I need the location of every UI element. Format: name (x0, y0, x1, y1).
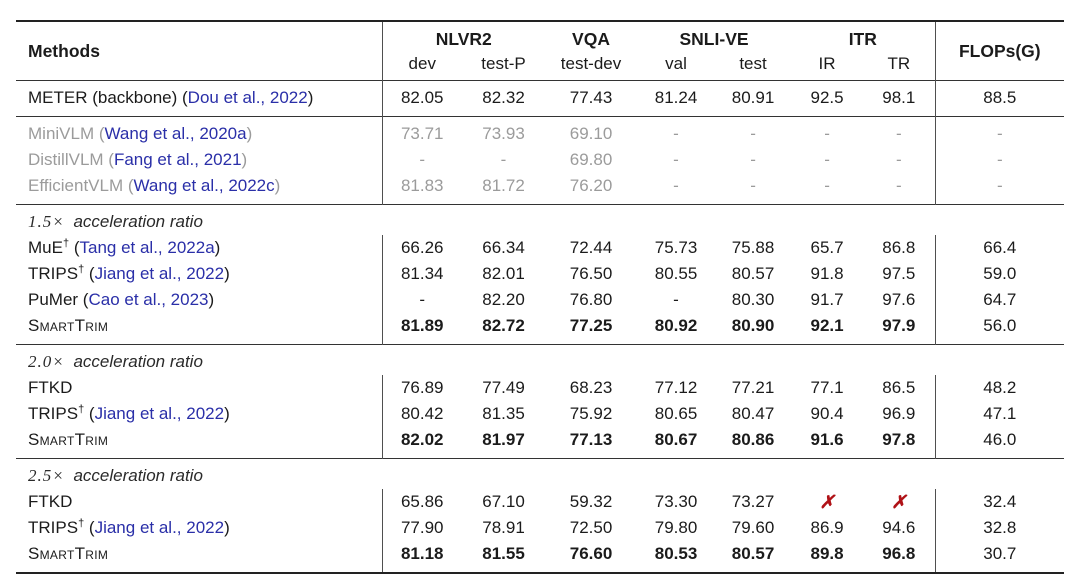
value-cell: 77.43 (569, 88, 613, 107)
value-cell: 76.20 (569, 176, 613, 195)
section-title (16, 459, 1064, 490)
value-cell: 81.83 (382, 173, 462, 205)
acceleration-ratio: 2.0× (28, 352, 65, 371)
dagger-mark: † (62, 237, 70, 250)
value-cell: - (750, 124, 756, 143)
value-cell: 98.1 (882, 88, 916, 107)
section-backbone (16, 81, 1064, 117)
method-cell: PuMer (Cao et al., 2023) (28, 290, 215, 309)
value-cell: - (382, 147, 462, 173)
value-cell: 72.44 (569, 238, 613, 257)
method-cell: MiniVLM (Wang et al., 2020a) (28, 124, 253, 143)
col-header-itr-ir: IR (818, 54, 836, 73)
citation-link[interactable]: Jiang et al., 2022 (94, 518, 225, 537)
table-row (16, 489, 1064, 515)
col-header-itr-tr: TR (887, 54, 911, 73)
method-cell: TRIPS† (Jiang et al., 2022) (28, 517, 230, 537)
col-header-nlvr2-dev: dev (382, 52, 462, 81)
table-row (16, 401, 1064, 427)
table-row (16, 287, 1064, 313)
section-title-row (16, 205, 1064, 236)
method-name: TRIPS (28, 518, 79, 537)
flops-cell: 47.1 (935, 401, 1064, 427)
value-cell: 81.18 (382, 541, 462, 573)
method-name: TRIPS (28, 404, 79, 423)
value-cell: 94.6 (882, 518, 916, 537)
value-cell: - (750, 150, 756, 169)
value-cell: 77.12 (654, 378, 698, 397)
value-cell: 72.50 (569, 518, 613, 537)
value-cell: 81.72 (482, 176, 525, 195)
value-cell: 92.5 (810, 88, 844, 107)
value-cell: 59.32 (569, 492, 613, 511)
value-cell: 66.26 (382, 235, 462, 261)
col-group-itr: ITR (848, 29, 877, 49)
method-name: SmartTrim (28, 316, 109, 335)
value-cell: - (895, 176, 902, 195)
value-cell: - (673, 290, 679, 309)
method-cell (16, 427, 382, 459)
value-cell: 97.5 (882, 264, 916, 283)
value-cell: 73.71 (382, 117, 462, 148)
value-cell: 77.1 (810, 378, 844, 397)
flops-cell: 32.8 (935, 515, 1064, 541)
section-title (16, 205, 1064, 236)
method-cell: TRIPS† (Jiang et al., 2022) (28, 403, 230, 423)
value-cell: 80.55 (654, 264, 698, 283)
table-row (16, 81, 1064, 117)
value-cell: 80.57 (731, 544, 775, 563)
value-cell: 76.50 (569, 264, 613, 283)
value-cell: 97.9 (882, 316, 916, 335)
value-cell: 68.23 (569, 378, 613, 397)
flops-cell: 88.5 (935, 81, 1064, 117)
value-cell: 86.5 (882, 378, 916, 397)
value-cell: - (824, 176, 830, 195)
method-name: PuMer (28, 290, 79, 309)
citation-link[interactable]: Wang et al., 2020a (104, 124, 247, 143)
flops-cell: 64.7 (935, 287, 1064, 313)
table-row (16, 117, 1064, 148)
section-ratio-2-5x (16, 459, 1064, 574)
col-group-nlvr2: NLVR2 (382, 21, 545, 52)
value-cell: - (673, 150, 679, 169)
value-cell: 78.91 (482, 518, 525, 537)
value-cell: 91.8 (810, 264, 844, 283)
method-cell (16, 313, 382, 345)
table-row (16, 261, 1064, 287)
method-cell: EfficientVLM (Wang et al., 2022c) (28, 176, 281, 195)
table-row (16, 173, 1064, 205)
value-cell: 80.65 (654, 404, 698, 423)
value-cell: 80.86 (731, 430, 775, 449)
col-header-snli-ve-val: val (665, 54, 687, 73)
value-cell: 80.57 (731, 264, 775, 283)
method-cell: METER (backbone) (Dou et al., 2022) (28, 88, 314, 107)
value-cell: 92.1 (810, 316, 844, 335)
value-cell: 76.60 (569, 544, 613, 563)
table-row (16, 147, 1064, 173)
value-cell: 81.24 (654, 88, 698, 107)
value-cell: - (500, 150, 507, 169)
value-cell: 79.60 (731, 518, 775, 537)
section-title-label: acceleration ratio (68, 352, 203, 371)
citation-link[interactable]: Fang et al., 2021 (113, 150, 242, 169)
value-cell: 82.01 (482, 264, 525, 283)
value-cell: 80.30 (731, 290, 775, 309)
section-title-label: acceleration ratio (68, 466, 203, 485)
value-cell: 82.20 (482, 290, 525, 309)
table-row (16, 541, 1064, 573)
flops-cell: 30.7 (935, 541, 1064, 573)
section-title-row (16, 345, 1064, 376)
acceleration-ratio: 2.5× (28, 466, 65, 485)
value-cell: 81.55 (482, 544, 525, 563)
value-cell: - (673, 124, 679, 143)
citation-link[interactable]: Jiang et al., 2022 (94, 404, 225, 423)
col-header-methods: Methods (28, 41, 100, 61)
dagger-mark: † (78, 403, 85, 416)
value-cell: 75.88 (731, 238, 775, 257)
col-header-snli-ve-test: test (739, 54, 767, 73)
header-group-row (16, 21, 1064, 52)
flops-cell: - (935, 173, 1064, 205)
flops-cell: 59.0 (935, 261, 1064, 287)
value-cell: 80.92 (654, 316, 698, 335)
value-cell: 80.90 (731, 316, 775, 335)
value-cell: - (895, 150, 902, 169)
table-row (16, 515, 1064, 541)
value-cell: - (382, 287, 462, 313)
col-group-snli-ve: SNLI-VE (679, 29, 749, 49)
method-name: MiniVLM (28, 124, 95, 143)
table-row (16, 427, 1064, 459)
method-cell (16, 489, 382, 515)
value-cell: 82.32 (482, 88, 525, 107)
value-cell: 81.97 (482, 430, 525, 449)
value-cell: 80.47 (731, 404, 775, 423)
value-cell: 91.7 (810, 290, 844, 309)
flops-cell: 32.4 (935, 489, 1064, 515)
method-name: METER (backbone) (28, 88, 178, 107)
value-cell: 77.13 (569, 430, 613, 449)
section-title-row (16, 459, 1064, 490)
table-header (16, 21, 1064, 81)
value-cell: 73.30 (654, 492, 698, 511)
value-cell: 75.73 (654, 238, 698, 257)
value-cell: 65.7 (810, 238, 844, 257)
value-cell: - (673, 176, 679, 195)
value-cell: 82.05 (382, 81, 462, 117)
method-name: MuE (28, 238, 63, 257)
col-header-nlvr2-test-p: test-P (481, 54, 526, 73)
value-cell: 76.80 (569, 290, 613, 309)
citation-link[interactable]: Wang et al., 2022c (133, 176, 275, 195)
flops-cell: 66.4 (935, 235, 1064, 261)
value-cell: - (895, 124, 902, 143)
citation-link[interactable]: Tang et al., 2022a (79, 238, 215, 257)
col-header-vqa-test-dev: test-dev (560, 54, 622, 73)
flops-cell: 48.2 (935, 375, 1064, 401)
citation-link[interactable]: Cao et al., 2023 (88, 290, 209, 309)
value-cell: 82.72 (482, 316, 525, 335)
method-cell: DistillVLM (Fang et al., 2021) (28, 150, 248, 169)
value-cell: 80.91 (731, 88, 775, 107)
method-cell (16, 541, 382, 573)
value-cell: 77.21 (731, 378, 775, 397)
section-ratio-1-5x (16, 205, 1064, 345)
method-name: DistillVLM (28, 150, 104, 169)
table-row (16, 375, 1064, 401)
value-cell: 90.4 (810, 404, 844, 423)
value-cell: 96.9 (882, 404, 916, 423)
method-cell (16, 375, 382, 401)
value-cell: 73.93 (482, 124, 525, 143)
value-cell: 81.35 (482, 404, 525, 423)
value-cell: 75.92 (569, 404, 613, 423)
value-cell: 77.49 (482, 378, 525, 397)
dagger-mark: † (78, 263, 85, 276)
value-cell: 89.8 (810, 544, 844, 563)
value-cell: 77.25 (569, 316, 613, 335)
value-cell: 77.90 (382, 515, 462, 541)
value-cell: - (824, 124, 830, 143)
section-title (16, 345, 1064, 376)
value-cell: 81.34 (382, 261, 462, 287)
method-name: FTKD (28, 492, 73, 511)
failure-cross-mark: ✗ (819, 492, 835, 512)
method-name: TRIPS (28, 264, 79, 283)
value-cell: 73.27 (731, 492, 775, 511)
dagger-mark: † (78, 517, 85, 530)
section-compact-vlms (16, 117, 1064, 205)
value-cell: 80.67 (654, 430, 698, 449)
value-cell: 97.8 (882, 430, 916, 449)
method-name: FTKD (28, 378, 73, 397)
flops-cell: 46.0 (935, 427, 1064, 459)
value-cell: 86.9 (810, 518, 844, 537)
value-cell: 66.34 (482, 238, 525, 257)
table-row (16, 313, 1064, 345)
value-cell: 69.80 (569, 150, 613, 169)
method-cell: TRIPS† (Jiang et al., 2022) (28, 263, 230, 283)
results-table (16, 20, 1064, 574)
value-cell: 79.80 (654, 518, 698, 537)
value-cell: 65.86 (382, 489, 462, 515)
value-cell: 86.8 (882, 238, 916, 257)
citation-link[interactable]: Dou et al., 2022 (187, 88, 308, 107)
flops-cell: 56.0 (935, 313, 1064, 345)
col-group-vqa: VQA (572, 29, 610, 49)
value-cell: 80.42 (382, 401, 462, 427)
method-name: SmartTrim (28, 544, 109, 563)
value-cell: 76.89 (382, 375, 462, 401)
col-header-flops: FLOPs(G) (935, 21, 1064, 81)
flops-cell: - (935, 147, 1064, 173)
value-cell: 91.6 (810, 430, 844, 449)
method-cell: MuE† (Tang et al., 2022a) (28, 237, 221, 257)
method-name: EfficientVLM (28, 176, 124, 195)
value-cell: 82.02 (382, 427, 462, 459)
value-cell: - (824, 150, 830, 169)
value-cell: 96.8 (882, 544, 916, 563)
table-row (16, 235, 1064, 261)
flops-cell: - (935, 117, 1064, 148)
value-cell: 69.10 (569, 124, 613, 143)
value-cell: 81.89 (382, 313, 462, 345)
acceleration-ratio: 1.5× (28, 212, 65, 231)
section-ratio-2-0x (16, 345, 1064, 459)
value-cell: 97.6 (882, 290, 916, 309)
value-cell: 80.53 (654, 544, 698, 563)
citation-link[interactable]: Jiang et al., 2022 (94, 264, 225, 283)
method-name: SmartTrim (28, 430, 109, 449)
value-cell: - (750, 176, 756, 195)
failure-cross-mark: ✗ (891, 492, 907, 512)
value-cell: 67.10 (482, 492, 525, 511)
section-title-label: acceleration ratio (68, 212, 203, 231)
